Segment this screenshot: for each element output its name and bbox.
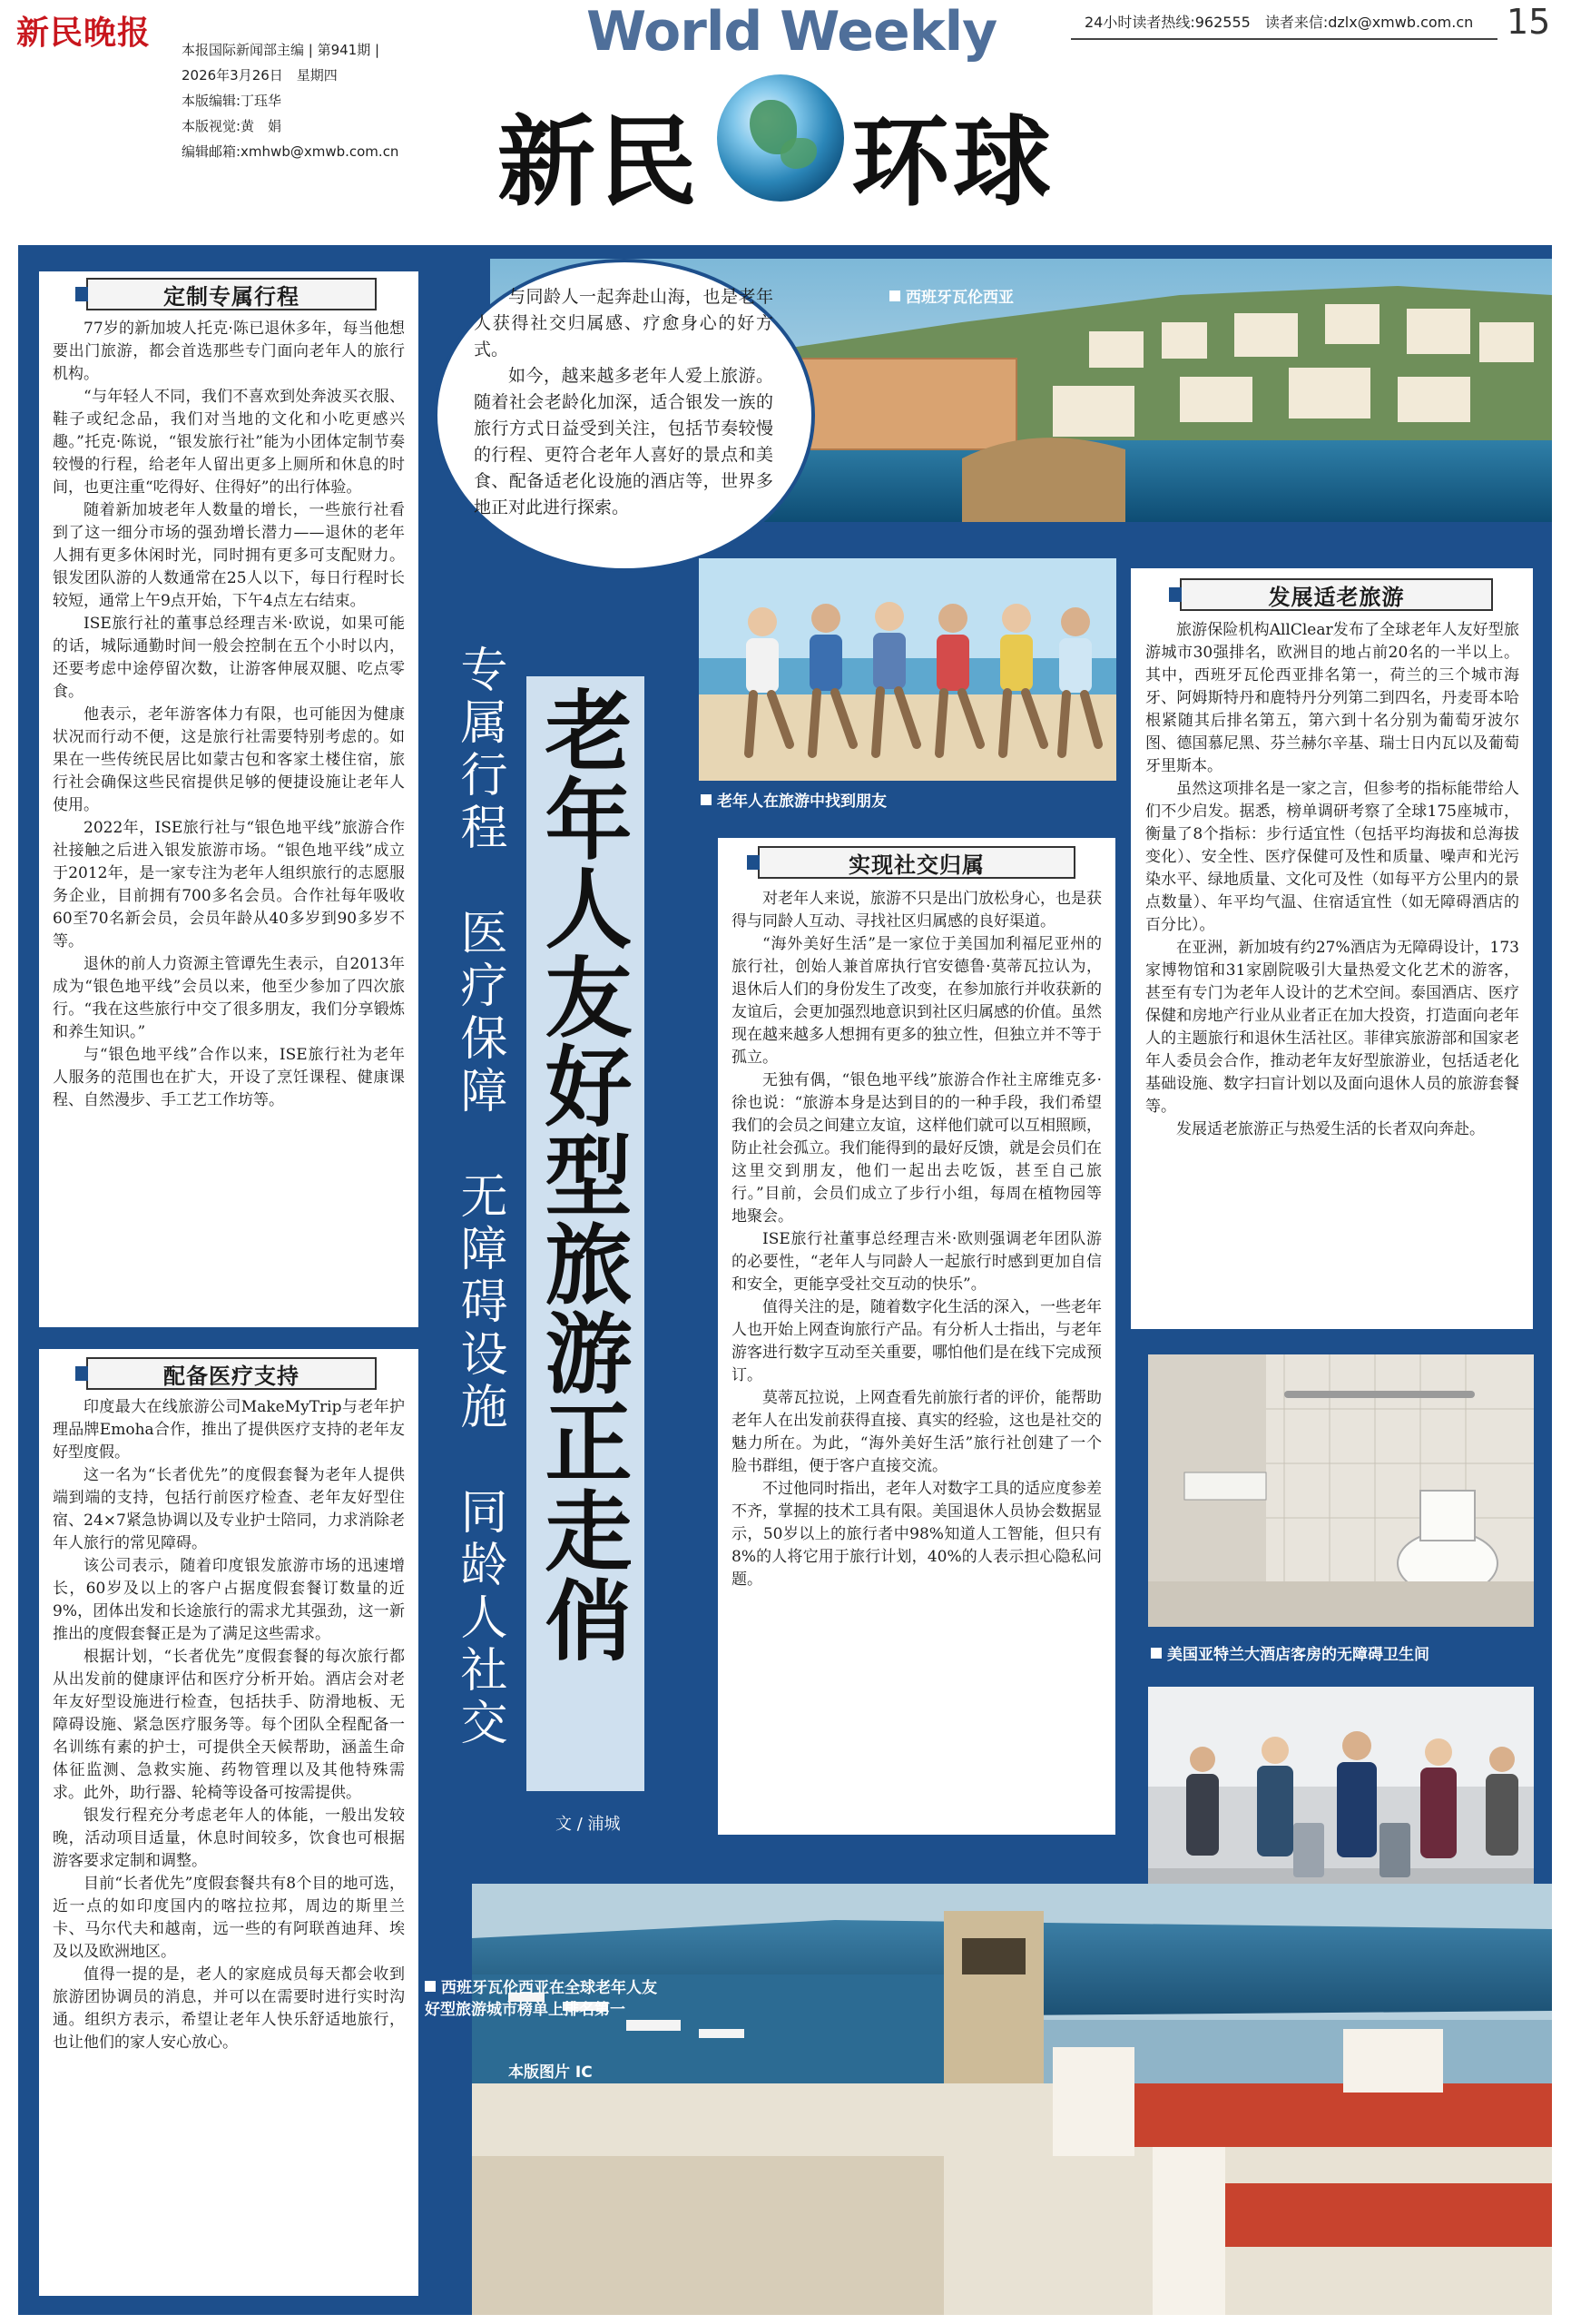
paragraph: 他表示，老年游客体力有限，也可能因为健康状况而行动不便，这是旅行社需要特别考虑的。如果在一些传统民居比如蒙古包和客家土楼住宿，旅行社会确保这些民宿提供足够的便捷设施让老年人使用。 [53,705,405,814]
paragraph: 发展适老旅游正与热爱生活的长者双向奔赴。 [1176,1120,1485,1138]
paragraph: 该公司表示，随着印度银发旅游市场的迅速增长，60岁及以上的客户占据度假套餐订数量的近9%，团体出发和长途旅行的需求尤其强劲，这一新推出的度假套餐正是为了满足这些需求。 [53,1557,405,1643]
reader-hotline: 24小时读者热线:962555 读者来信:dzlx@xmwb.com.cn [1085,14,1474,31]
editor-credit: 本版编辑:丁珏华 [182,93,282,109]
paragraph: ISE旅行社的董事总经理吉米·欧说，如果可能的话，城际通勤时间一般会控制在五个小时以内，还要考虑中途停留次数，让游客伸展双腿、吃点零食。 [53,615,405,701]
page-number: 15 [1507,2,1551,42]
caption-marker-icon [701,794,712,805]
paragraph: 值得一提的是，老人的家庭成员每天都会收到旅游团协调员的消息，并可以在需要时进行实时沟通。组织方表示，希望让老年人快乐舒适地旅行，也让他们的家人安心放心。 [53,1965,405,2052]
paragraph: 值得关注的是，随着数字化生活的深入，一些老年人也开始上网查询旅行产品。有分析人士指出，与老年游客进行数字互动至关重要，哪怕他们是在线下完成预订。 [731,1298,1102,1384]
paragraph: 与“银色地平线”合作以来，ISE旅行社为老年人服务的范围也在扩大，开设了烹饪课程、健康课程、自然漫步、手工艺工作坊等。 [53,1046,405,1109]
section-body-social [731,888,1102,1591]
paragraph: 对老年人来说，旅游不只是出门放松身心，也是获得与同龄人互动、寻找社区归属感的良好渠道。 [731,890,1102,931]
article-subheadline: 专属行程 医疗保障 无障碍设施 同龄人社交 [452,645,506,1750]
section-heading-custom: 定制专属行程 [86,278,377,310]
paragraph: 莫蒂瓦拉说，上网查看先前旅行者的评价，能帮助老年人在出发前获得直接、真实的经验，这也是社交的魅力所在。为此，“海外美好生活”旅行社创建了一个脸书群组，便于客户直接交流。 [731,1389,1102,1475]
paragraph: “海外美好生活”是一家位于美国加利福尼亚州的旅行社，创始人兼首席执行官安德鲁·莫蒂瓦拉认为，退休后人们的身份发生了改变，在参加旅行并收获新的友谊后，会更加强烈地意识到社区归属感的价值。虽然现在越来越多人想拥有更多的独立性，但独立并不等于孤立。 [731,935,1102,1067]
header-rule [1071,38,1497,40]
editor-email: 编辑邮箱:xmhwb@xmwb.com.cn [182,143,399,160]
photo-credit: 本版图片 IC [508,2063,593,2082]
caption-marker-icon [889,290,900,301]
paragraph: 在亚洲，新加坡有约27%酒店为无障碍设计，173家博物馆和31家剧院吸引大量热爱文化艺术的游客，甚至有专门为老年人设计的艺术空间。泰国酒店、医疗保健和房地产行业从业者正在加大投资，打造面向老年人的主题旅行和退休生活社区。菲律宾旅游部和国家老年人委员会合作，推动老年友好型旅游业，包括适老化基础设施、数字扫盲计划以及面向退休人员的旅游套餐等。 [1145,939,1519,1116]
paragraph: 旅游保险机构AllClear发布了全球老年人友好型旅游城市30强排名，欧洲目的地占前20名的一半以上。其中，西班牙瓦伦西亚排名第一，荷兰的三个城市海牙、阿姆斯特丹和鹿特丹分列第二到四名，丹麦哥本哈根紧随其后排名第五，第六到十名分别为葡萄牙波尔图、德国慕尼黑、芬兰赫尔辛基、瑞士日内瓦以及葡萄牙里斯本。 [1145,621,1519,775]
intro-circle [434,259,815,572]
section-title-world-weekly: World Weekly [586,0,997,64]
caption-marker-icon [425,1981,436,1992]
caption-marker-icon [1151,1648,1162,1659]
caption-bathroom: 美国亚特兰大酒店客房的无障碍卫生间 [1151,1641,1429,1664]
caption-beach: 老年人在旅游中找到朋友 [701,788,887,811]
section-heading-develop: 发展适老旅游 [1180,578,1493,611]
intro-paragraph: 如今，越来越多老年人爱上旅游。随着社会老龄化加深，适合银发一族的旅行方式日益受到关注，包括节奏较慢的行程、更符合老年人喜好的景点和美食、配备适老化设施的酒店等，世界多地正对此进行探索。 [474,366,773,517]
paragraph: 不过他同时指出，老年人对数字工具的适应度参差不齐，掌握的技术工具有限。美国退休人员协会数据显示，50岁以上的旅行者中98%知道人工智能，但只有8%的人将它用于旅行计划，40%的人表示担心隐私问题。 [731,1480,1102,1589]
brand-title-right: 环球 [851,105,1056,220]
paragraph: 退休的前人力资源主管谭先生表示，自2013年成为“银色地平线”会员以来，他至少参加了四次旅行。“我在这些旅行中交了很多朋友，我们分享锻炼和养生知识。” [53,955,405,1041]
paragraph: 随着新加坡老年人数量的增长，一些旅行社看到了这一细分市场的强劲增长潜力——退休的老年人拥有更多休闲时光，同时拥有更多可支配财力。银发团队游的人数通常在25人以下，每日行程时长较短，通常上午9点开始，下午4点左右结束。 [53,501,405,610]
photo-accessible-bathroom [1148,1354,1534,1627]
article-headline: 老年人友好型旅游正走俏 [531,685,633,1664]
paragraph: 虽然这项排名是一家之言，但参考的指标能带给人们不少启发。据悉，榜单调研考察了全球175座城市，衡量了8个指标：步行适宜性（包括平均海拔和总海拔变化）、安全性、医疗保健可及性和质量、噪声和光污染水平、绿地质量、文化可及性（如每平方公里内的景点数量）、年平均气温、住宿适宜性（如无障碍酒店的百分比）。 [1145,780,1519,934]
paragraph: 77岁的新加坡人托克·陈已退休多年，每当他想要出门旅游，都会首选那些专门面向老年人的旅行机构。 [53,320,405,383]
paragraph: 2022年，ISE旅行社与“银色地平线”旅游合作社接触之后进入银发旅游市场。“银色地平线”成立于2012年，是一家专注为老年人组织旅行的志愿服务企业，目前拥有700多名会员。合作社每年吸收60至70名新会员，会员年龄从40多岁到90多岁不等。 [53,819,405,950]
edition-line: 本报国际新闻部主编 | 第941期 | [182,42,380,58]
paragraph: 无独有偶，“银色地平线”旅游合作社主席维克多·徐也说：“旅游本身是达到目的的一种手段，我们希望我们的会员之间建立友谊，这样他们就可以互相照顾，防止社会孤立。我们能得到的最好反馈，就是会员们在这里交到朋友，他们一起出去吃饭，甚至自己旅行。”目前，会员们成立了步行小组，每周在植物园等地聚会。 [731,1071,1102,1226]
article-byline: 文 / 浦城 [555,1815,621,1834]
visual-credit: 本版视觉:黄 娟 [182,118,282,134]
brand-title-left: 新民 [497,105,702,220]
paragraph: “与年轻人不同，我们不喜欢到处奔波买衣服、鞋子或纪念品，我们对当地的文化和小吃更感兴趣。”托克·陈说，“银发旅行社”能为小团体定制节奏较慢的行程，给老年人留出更多上厕所和休息的时间，也更注重“吃得好、住得好”的出行体验。 [53,388,405,497]
issue-date: 2026年3月26日 星期四 [182,67,338,84]
section-heading-social: 实现社交归属 [758,846,1075,879]
section-heading-medical: 配备医疗支持 [86,1357,377,1390]
paragraph: 印度最大在线旅游公司MakeMyTrip与老年护理品牌Emoha合作，推出了提供医疗支持的老年友好型度假。 [53,1398,405,1462]
photo-seniors-beach [699,558,1116,781]
paragraph: 根据计划，“长者优先”度假套餐的每次旅行都从出发前的健康评估和医疗分析开始。酒店会对老年友好型设施进行检查，包括扶手、防滑地板、无障碍设施、紧急医疗服务等。每个团队全程配备一名训练有素的护士，可提供全天候帮助，涵盖生命体征监测、急救实施、药物管理以及其他特殊需求。此外，助行器、轮椅等设备可按需提供。 [53,1648,405,1802]
caption-valencia-bottom: 西班牙瓦伦西亚在全球老年人友好型旅游城市榜单上排名第一 [425,1979,657,2019]
paragraph: ISE旅行社董事总经理吉米·欧则强调老年团队游的必要性，“老年人与同龄人一起旅行时感到更加自信和安全，更能享受社交互动的快乐”。 [731,1230,1102,1294]
section-body-custom [53,318,405,1112]
paper-logo: 新民晚报 [16,14,152,52]
paragraph: 这一名为“长者优先”的度假套餐为老年人提供端到端的支持，包括行前医疗检查、老年友好型住宿、24×7紧急协调以及专业护士陪同，力求消除老年人旅行的常见障碍。 [53,1466,405,1552]
paragraph: 目前“长者优先”度假套餐共有8个目的地可选，近一点的如印度国内的喀拉拉邦，周边的斯里兰卡、马尔代夫和越南，远一些的有阿联酋迪拜、埃及以及欧洲地区。 [53,1875,405,1961]
caption-spain-top: 西班牙瓦伦西亚 [889,284,1014,307]
intro-paragraph: 与同龄人一起奔赴山海，也是老年人获得社交归属感、疗愈身心的好方式。 [474,287,773,359]
photo-valencia-harbor [472,1884,1552,2315]
paragraph: 银发行程充分考虑老年人的体能，一般出发较晚，活动项目适量，休息时间较多，饮食也可根据游客要求定制和调整。 [53,1807,405,1870]
intro-text [474,284,773,521]
masthead [0,0,1571,227]
section-body-develop [1145,619,1519,1141]
section-body-medical [53,1396,405,2054]
globe-icon [717,74,844,202]
